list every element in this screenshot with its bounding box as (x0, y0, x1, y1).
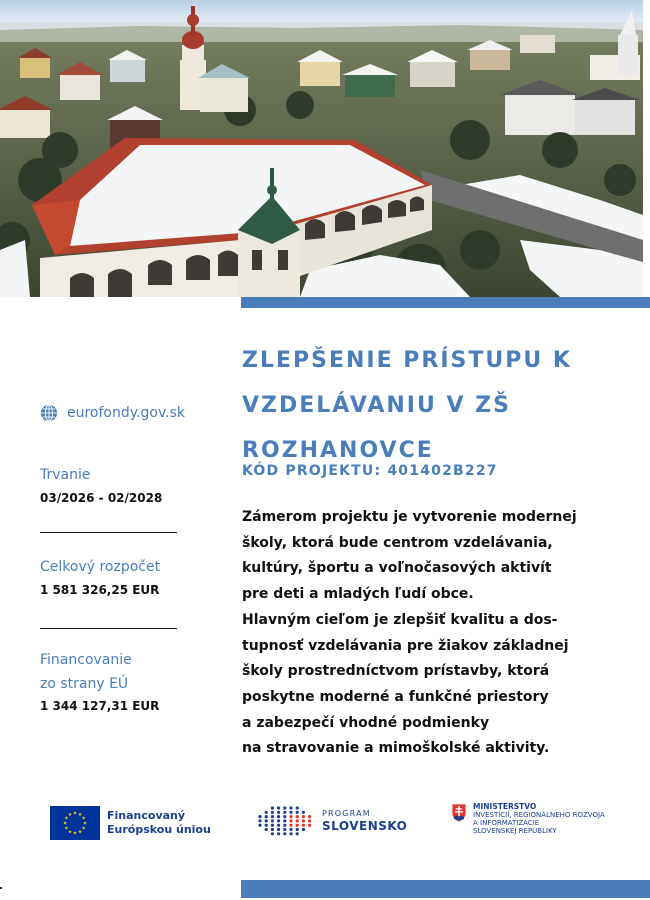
ministry-line: SLOVENSKEJ REPUBLIKY (473, 827, 557, 835)
logo-dot (289, 811, 292, 814)
project-code: KÓD PROJEKTU: 401402B227 (242, 463, 498, 479)
logo-dot (283, 806, 286, 809)
logo-dot (302, 811, 305, 814)
logo-dot (271, 819, 274, 822)
logo-dot (296, 815, 299, 818)
logo-dot (296, 819, 299, 822)
logo-dot (277, 811, 280, 814)
logo-dot (277, 832, 280, 835)
divider (40, 628, 177, 629)
description-line: tupnosť vzdelávania pre žiakov základnej (242, 637, 569, 654)
eu-logo-line: Európskou úniou (107, 823, 211, 836)
eu-funding-label-line: zo strany EÚ (40, 676, 129, 692)
website-link[interactable] (40, 404, 185, 422)
duration-value: 03/2026 - 02/2028 (40, 491, 163, 505)
ministry-line: A INFORMATIZÁCIE (473, 819, 540, 827)
logo-dot (277, 815, 280, 818)
logo-dot (289, 815, 292, 818)
logo-dot (271, 806, 274, 809)
title-line: ROZHANOVCE (242, 438, 434, 463)
logo-dot (271, 832, 274, 835)
description-line: na stravovanie a mimoškolské aktivity. (242, 740, 550, 757)
title-line: VZDELÁVANIU V ZŠ (242, 393, 511, 418)
program-slovensko-mark-icon (256, 805, 318, 837)
logo-dot (271, 811, 274, 814)
slovak-coat-of-arms-icon (451, 803, 467, 823)
logo-dot (283, 824, 286, 827)
logo-dot (283, 819, 286, 822)
program-slovensko-text (322, 809, 407, 833)
logo-dot (265, 819, 268, 822)
logo-dot (289, 828, 292, 831)
logo-dot (283, 811, 286, 814)
description-line: Zámerom projektu je vytvorenie modernej (242, 509, 577, 525)
description-line: kultúry, športu a voľnočasových aktivít (242, 560, 552, 577)
divider (40, 532, 177, 533)
ministry-text (473, 803, 605, 835)
logo-dot (283, 828, 286, 831)
logo-dot (302, 815, 305, 818)
logo-dot (302, 828, 305, 831)
description-line: školy prostredníctvom prístavby, ktorá (242, 663, 550, 680)
logo-dot (271, 828, 274, 831)
logo-dot (283, 832, 286, 835)
logo-dot (258, 824, 261, 827)
logo-dot (296, 832, 299, 835)
logo-dot (289, 832, 292, 835)
logo-dot (296, 824, 299, 827)
program-label: PROGRAM (322, 809, 371, 818)
top-accent-bar (241, 297, 650, 308)
logo-dot (296, 828, 299, 831)
eu-logo-text (107, 809, 211, 837)
logo-dot (271, 815, 274, 818)
ministry-logo (451, 803, 605, 835)
logo-dot (289, 819, 292, 822)
globe-icon (40, 404, 58, 422)
eu-funding-value: 1 344 127,31 EUR (40, 699, 160, 713)
logo-dot (258, 815, 261, 818)
eu-logo (50, 806, 211, 840)
logo-dot (302, 824, 305, 827)
eu-funding-label (40, 648, 132, 696)
logo-dot (308, 815, 311, 818)
website-text[interactable]: eurofondy.gov.sk (67, 405, 185, 421)
program-slovensko-logo (256, 805, 407, 837)
logo-dot (302, 819, 305, 822)
hero-photo (0, 0, 643, 297)
logo-dot (265, 824, 268, 827)
logo-dot (296, 811, 299, 814)
description-line: pre deti a mladých ľudí obce. (242, 586, 474, 603)
duration-label: Trvanie (40, 467, 91, 483)
project-title (242, 338, 642, 473)
ministry-line: MINISTERSTVO (473, 802, 537, 811)
logo-dot (277, 824, 280, 827)
budget-label: Celkový rozpočet (40, 559, 161, 575)
logo-dot (258, 819, 261, 822)
logo-dot (265, 811, 268, 814)
description-line: školy, ktorá bude centrom vzdelávania, (242, 534, 553, 551)
eu-funding-label-line: Financovanie (40, 652, 132, 668)
bottom-accent-bar (241, 880, 650, 898)
logo-dot (308, 824, 311, 827)
stray-mark (0, 887, 2, 889)
project-description (242, 505, 647, 762)
logo-dot (265, 815, 268, 818)
logo-dot (308, 819, 311, 822)
ministry-line: INVESTÍCIÍ, REGIONÁLNEHO ROZVOJA (473, 811, 605, 819)
title-line: ZLEPŠENIE PRÍSTUPU K (242, 348, 572, 373)
budget-value: 1 581 326,25 EUR (40, 583, 160, 597)
eu-flag-icon (50, 806, 100, 840)
logo-dot (289, 806, 292, 809)
logo-dot (283, 815, 286, 818)
logo-dot (277, 828, 280, 831)
logo-dot (296, 806, 299, 809)
description-line: Hlavným cieľom je zlepšiť kvalitu a dos- (242, 611, 558, 628)
description-line: a zabezpečí vhodné podmienky (242, 714, 490, 731)
logo-dot (277, 819, 280, 822)
logo-dot (277, 806, 280, 809)
description-line: poskytne moderné a funkčné priestory (242, 688, 549, 705)
eu-logo-line: Financovaný (107, 809, 186, 822)
logo-dot (265, 828, 268, 831)
slovensko-label: SLOVENSKO (322, 819, 408, 833)
logo-dot (289, 824, 292, 827)
logo-dot (271, 824, 274, 827)
